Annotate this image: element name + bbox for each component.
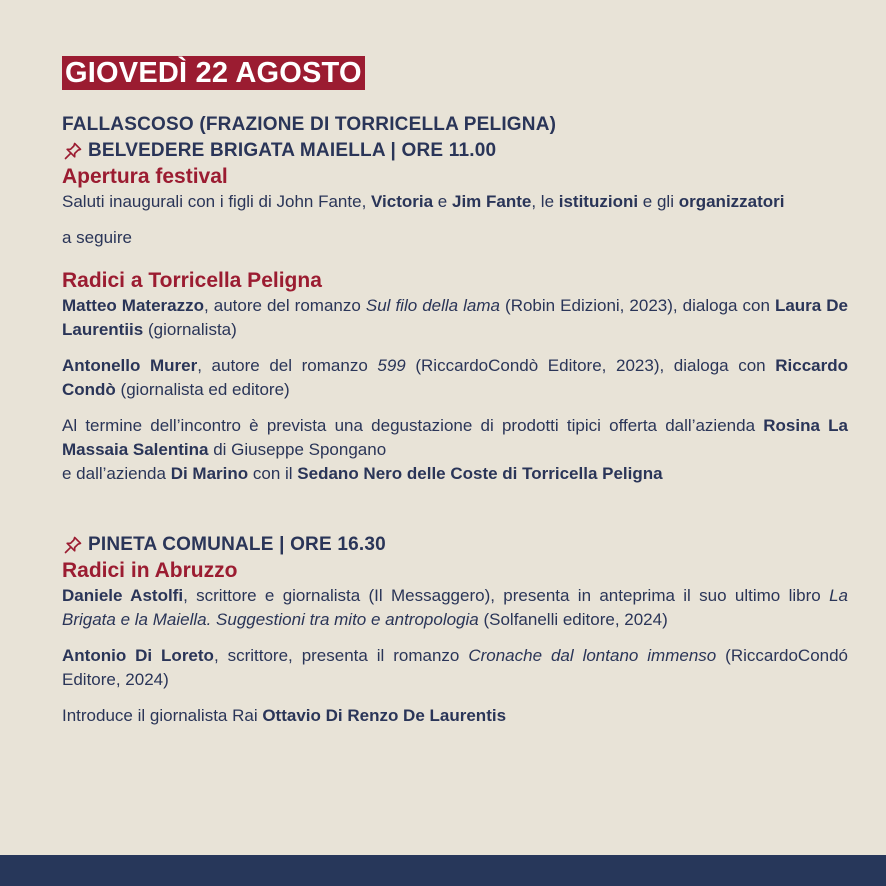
follow-text: a seguire [62,228,132,247]
abruzzo-item-1: Daniele Astolfi, scrittore e giornalista (Il Messaggero), presenta in anteprima il suo ultimo libro La Brigata e la Maiella. Suggestioni tra mito e antropologia (Solfanelli editore, 2024) [62,586,848,629]
venue-label: PINETA COMUNALE | ORE 16.30 [88,534,386,555]
venue-heading-afternoon [62,532,848,558]
opening-title: Apertura festival [62,165,228,188]
tasting-text: Al termine dell’incontro è prevista una degustazione di prodotti tipici offerta dall’azienda Rosina La Massaia Salentina di Giuseppe Spongano e dall’azienda Di Marino con il Sedano Nero delle Coste di Torricella Peligna [62,416,848,483]
torricella-item-1: Matteo Materazzo, autore del romanzo Sul filo della lama (Robin Edizioni, 2023), dialoga con Laura De Laurentiis (giornalista) [62,296,849,339]
torricella-item-2: Antonello Murer, autore del romanzo 599 (RiccardoCondò Editore, 2023), dialoga con Riccardo Condò (giornalista ed editore) [62,356,848,399]
pin-icon [62,141,84,161]
intro-text: Introduce il giornalista Rai Ottavio Di Renzo De Laurentis [62,706,507,725]
venue-label: BELVEDERE BRIGATA MAIELLA | ORE 11.00 [88,140,497,161]
torricella-title: Radici a Torricella Peligna [62,269,322,292]
opening-text: Saluti inaugurali con i figli di John Fante, Victoria e Jim Fante, le istituzioni e gli organizzatori [62,192,785,211]
abruzzo-title: Radici in Abruzzo [62,559,238,582]
pin-icon [62,535,84,555]
town-heading: FALLASCOSO (FRAZIONE DI TORRICELLA PELIGNA) [62,114,557,135]
date-badge: GIOVEDÌ 22 AGOSTO [62,56,365,90]
venue-heading-morning [62,138,848,164]
program-page [62,56,848,728]
abruzzo-item-2: Antonio Di Loreto, scrittore, presenta il romanzo Cronache dal lontano immenso (RiccardoCondó Editore, 2024) [62,646,849,689]
footer-bar [0,855,886,886]
